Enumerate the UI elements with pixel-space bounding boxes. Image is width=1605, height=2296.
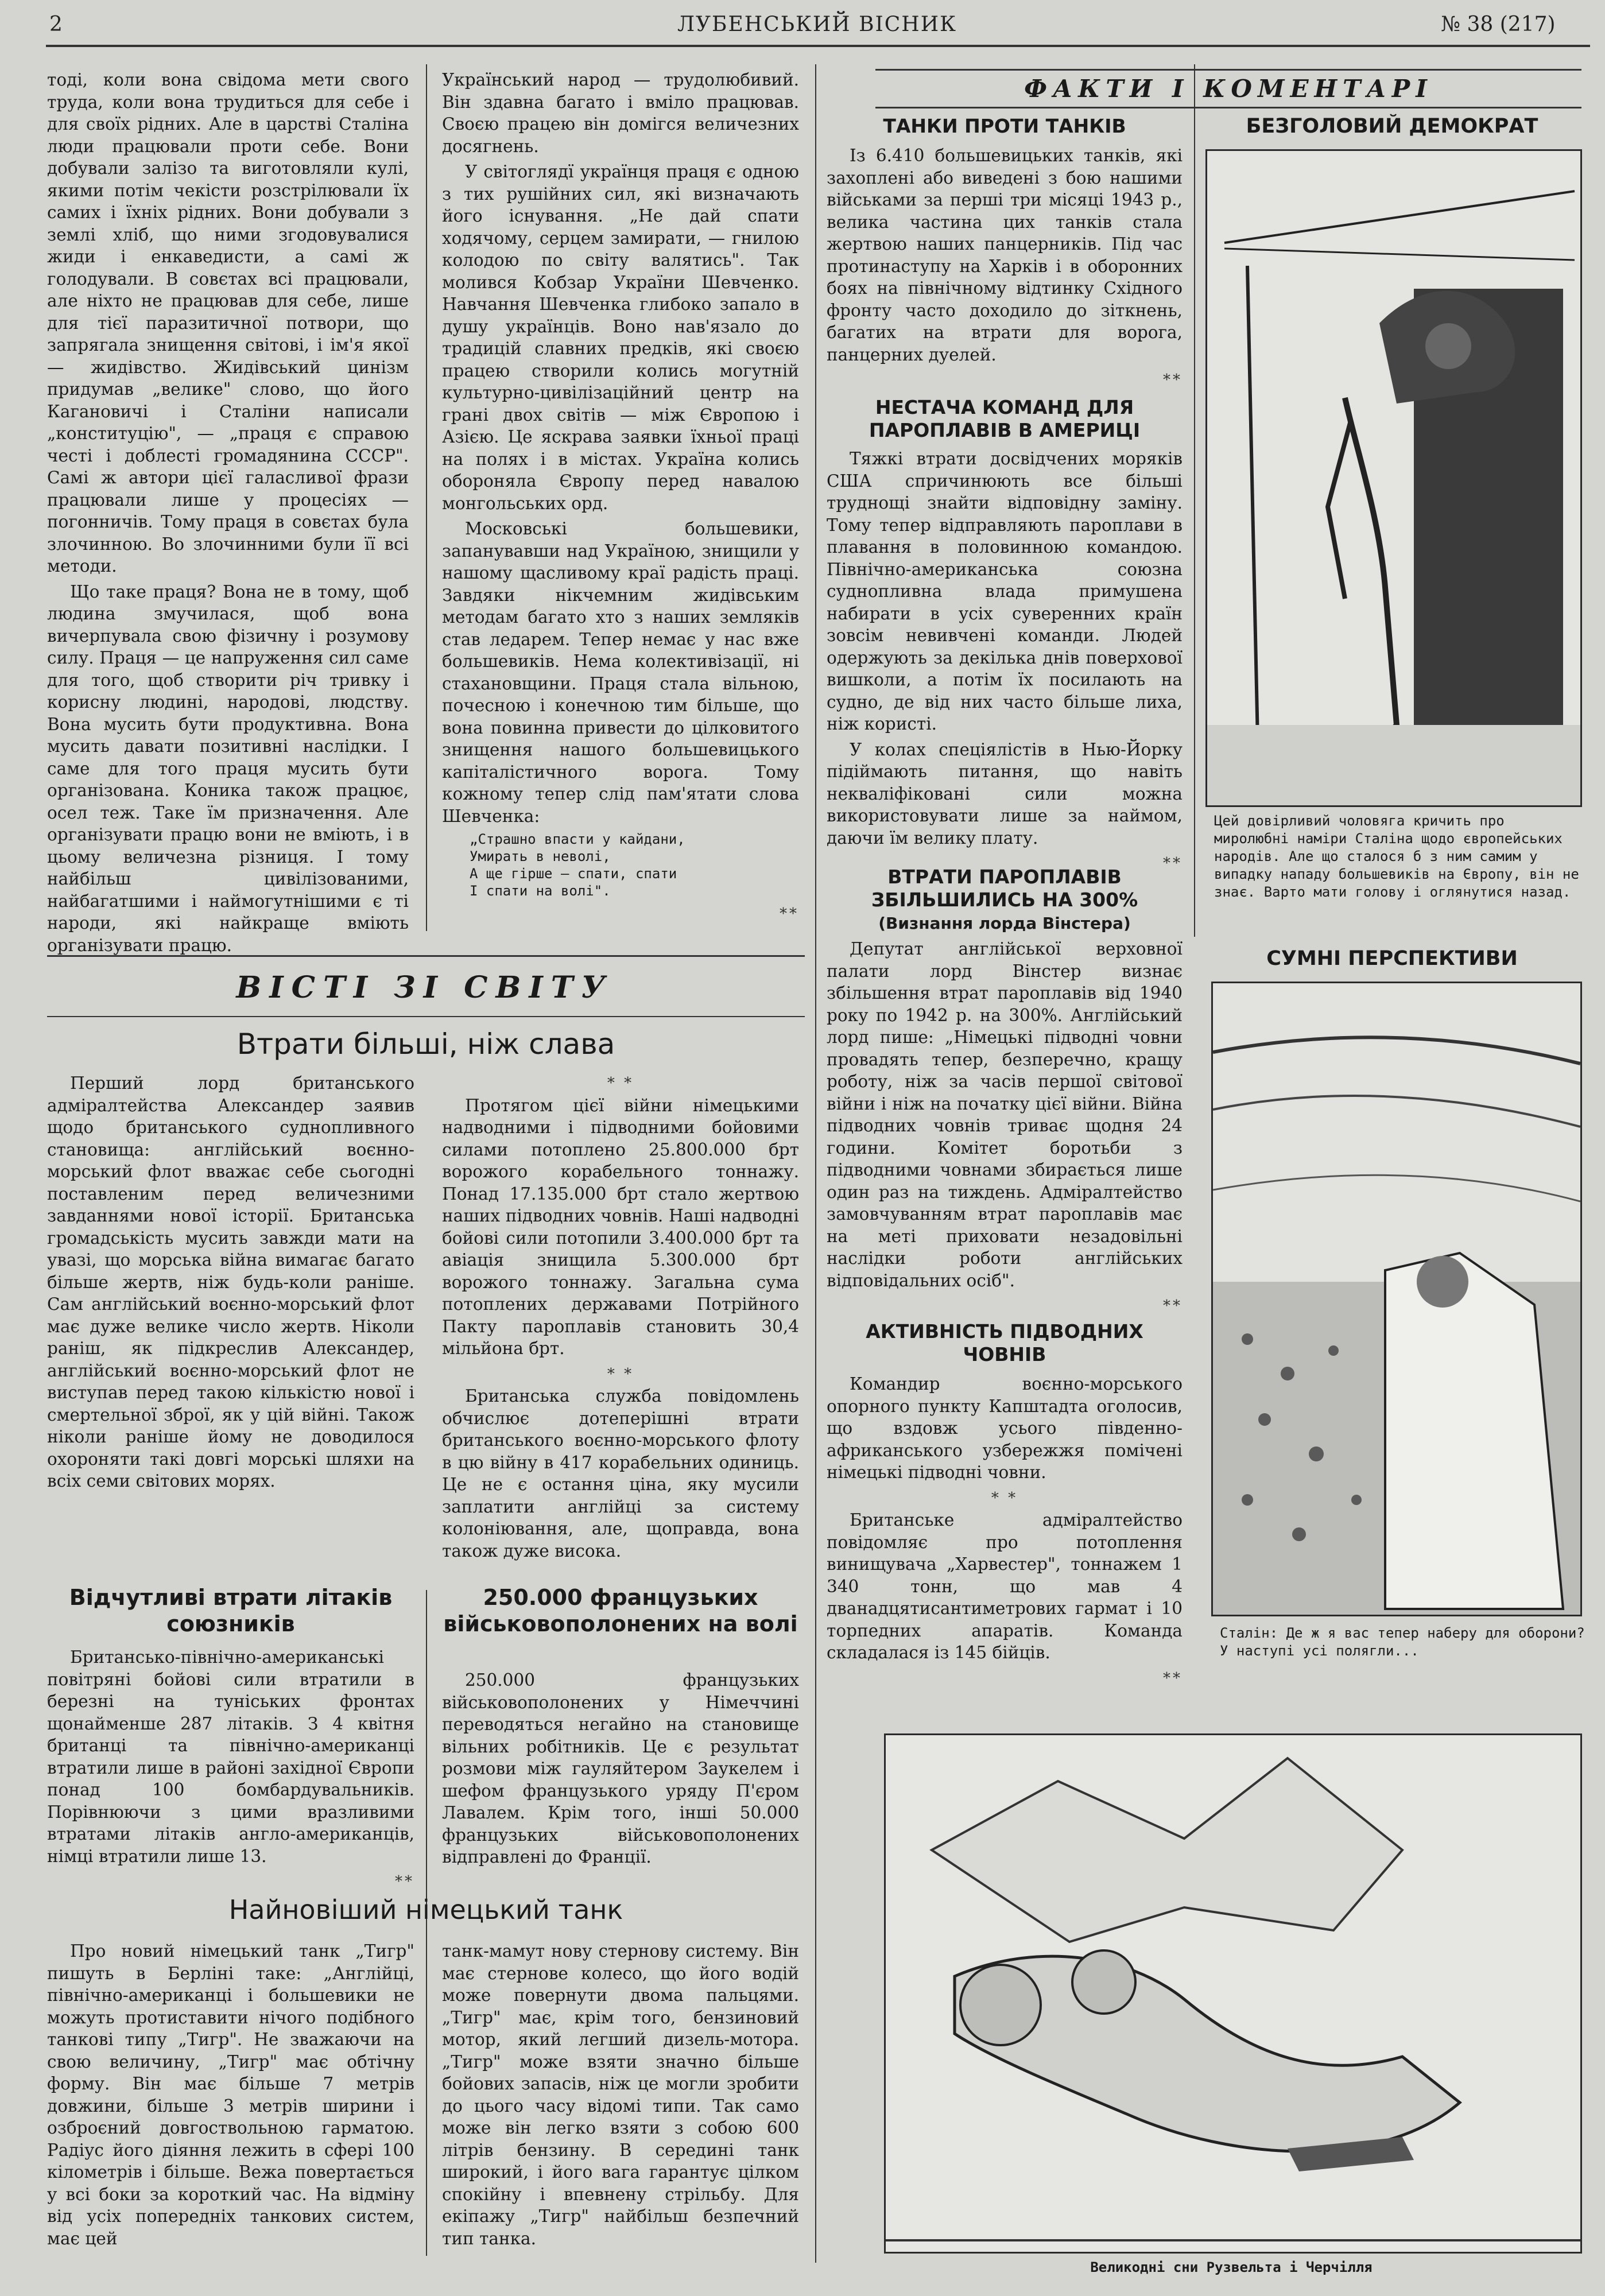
paragraph: Український народ — трудолюбивий. Він здавна багато і вміло працював. Своєю працею він домігся величезних досягнень. bbox=[442, 70, 799, 156]
paragraph: Про новий німецький танк „Тигр" пишуть в Берліні таке: „Англійці, північно-американці і большевики не можуть протиставити нічого подібного танкові типу „Тигр". Не зважаючи на свою величину, „Тигр" має обтічну форму. Він має більше 7 метрів довжини, більше 3 метрів ширини і озброєний довгоствольною гарматою. Радіус його діяння лежить в сфері 100 кілометрів і більше. Вежа повертається у всі боки за короткий час. На відміну від усіх попередніх танкових систем, має цей bbox=[47, 1941, 414, 2248]
article-allied-planes bbox=[47, 1646, 414, 1893]
paragraph: Московські большевики, запанувавши над Україною, знищили у нашому щасливому краї радість праці. Завдяки нікчемним жидівським методам багато хто з наших земляків став ледарем. Тепер немає у нас вже большевиків. Нема колективізації, ні стахановщини. Праця стала вільною, почесною і конечною тим більше, що вона повинна привести до цілковитого знищення нашого большевицького капіталістичного ворога. Тому кожному тепер слід пам'ятати слова Шевченка: bbox=[442, 519, 799, 826]
cartoon1-caption: Цей довірливий чоловяга кричить про миролюбні наміри Сталіна щодо європейських народів. Але що сталося б з ним самим у випадку нападу большевиків на Європу, він не знає. Варто мати голову і оглянутися назад. bbox=[1214, 813, 1579, 900]
paragraph: Що таке праця? Вона не в тому, щоб людина змучилася, щоб вона вичерпувала свою фізичну і розумову силу. Праця — це напруження сил саме для того, щоб створити річ тривку і корисну людині, народові, людству. Вона мусить бути продуктивна. Вона мусить давати позитивні наслідки. І саме для того праця мусить бути організована. Коника також працює, осел теж. Таке їм призначення. Але організувати працю вони не вміють, і в цьому величезна різниця. І тому найбільш цивілізованими, найбагатшими і наймогутнішими є ті народи, які найкраще вміють організувати працю. bbox=[47, 581, 409, 955]
column-divider bbox=[426, 64, 427, 931]
article-labor-col1 bbox=[47, 69, 409, 960]
page-number: 2 bbox=[49, 13, 63, 36]
paragraph: У світоглядї українця праця є одною з тих рушійних сил, які визначають його існування. „Не дай спати ходячому, серцем замирати, — гнилою колодою по світу валятись". Так молився Кобзар України Шевченко. Навчання Шевченка глибоко запало в душу українців. Воно нав'язало до традицій славних предків, які своєю працею створили колись могутній культурно-цивілізаційний центр на грані двох світів — між Європою і Азією. Це яскрава заявки їхньої праці на полях і в містах. Україна колись обороняла Європу перед навалою монгольських орд. bbox=[442, 162, 799, 513]
paragraph: Депутат англійської верховної палати лорд Вінстер визнає збільшення втрат пароплавів від 1940 року по 1942 р. на 300%. Англійський лорд пише: „Німецькі підводні човни провадять тепер, безперечно, кращу роботу, ніж за часів першої світової війни і ніж на початку цієї війни. Війна підводних човнів триває щодня 24 години. Комітет боротьби з підводними човнами збирається лише один раз на тиждень. Адміралтейство замовчуванням втрат пароплавів має на меті приховати незадовільні наслідки роботи англійських відповідальних осіб". bbox=[827, 939, 1183, 1290]
cartoon3-drawing bbox=[886, 1735, 1580, 2252]
cartoon-easter-dreams bbox=[884, 1733, 1582, 2254]
paragraph: Командир воєнно-морського опорного пункту Капштадта оголосив, що вздовж усього південно-африканського узбережжя помічені німецькі підводні човни. bbox=[827, 1374, 1183, 1482]
headline-ships-lost: ВТРАТИ ПАРОПЛАВІВ ЗБІЛЬШИЛИСЬ НА 300% bbox=[871, 866, 1138, 911]
article-tiger-col2 bbox=[442, 1940, 799, 2253]
headline-allied-planes: Відчутливі втрати літаків союзників bbox=[69, 1585, 393, 1636]
paragraph: танк-мамут нову стернову систему. Він має стернове колесо, що його водій може повернути двома пальцями. „Тигр" має, крім того, бензиновий мотор, який легший дизель-мотора. „Тигр" може взяти значно більше бойових запасів, ніж це могли зробити до цього часу відомі типи. Так само може він легко взяти з собою 600 літрів бензину. В середині танк широкий, і його вага гарантує цілком спокійну і впевнену стрільбу. Для екіпажу „Тигр" найбільш безпечний тип танка. bbox=[442, 1941, 799, 2248]
header-rule bbox=[46, 45, 1590, 47]
subhead-winster: (Визнання лорда Вінстера) bbox=[878, 914, 1131, 933]
newspaper-title: ЛУБЕНСЬКИЙ ВІСНИК bbox=[677, 13, 957, 36]
cartoon2-caption: Сталін: Де ж я вас тепер наберу для оборони? У наступі усі полягли... bbox=[1220, 1625, 1585, 1659]
cartoon-sad-prospects bbox=[1211, 982, 1582, 1616]
separator-stars: ** bbox=[1163, 1297, 1183, 1314]
article-tanks bbox=[827, 145, 1183, 391]
rubric-world-news: ВІСТІ ЗІ СВІТУ bbox=[236, 970, 614, 1005]
paragraph: Протягом цієї війни німецькими надводними і підводними бойовими силами потоплено 25.800.000 брт ворожого корабельного тоннажу. Понад 17.135.000 брт стало жертвою наших підводних човнів. Наші надводні бойові сили потопили 3.400.000 брт та авіація знищила 5.300.000 брт ворожого тоннажу. Загальна сума потоплених державами Потрійного Пакту пароплавів становить 30,4 мільйона брт. bbox=[442, 1095, 799, 1358]
issue-number: № 38 (217) bbox=[1441, 13, 1556, 36]
separator-stars: * * bbox=[607, 1365, 634, 1383]
cartoon1-title: БЕЗГОЛОВИЙ ДЕМОКРАТ bbox=[1246, 115, 1538, 138]
shevchenko-poem: „Страшно впасти у кайдани, Умирать в неволі, А ще гірше — спати, спати І спати на волі". bbox=[470, 831, 685, 899]
article-labor-col2 bbox=[442, 69, 799, 925]
headline-crews: НЕСТАЧА КОМАНД ДЛЯ ПАРОПЛАВІВ В АМЕРИЦІ bbox=[869, 396, 1141, 441]
section-rule bbox=[47, 955, 805, 957]
section-rule bbox=[875, 69, 1581, 71]
cartoon3-caption: Великодні сни Рузвельта і Черчілля bbox=[1090, 2259, 1373, 2275]
paragraph: Тяжкі втрати досвідчених моряків США спричинюють все більші труднощі знайти відповідну заміну. Тому тепер відправляють пароплави в плавання в половинною командою. Північно-американська союзна суднопливна влада примушена набирати в усіх суверенних країн зовсім невивчені команди. Людей одержують за декілька днів поверхової вишкoли, а потім їх посилають на судно, де від них часто більше лиха, ніж користі. bbox=[827, 449, 1183, 734]
rubric-facts: ФАКТИ І КОМЕНТАРІ bbox=[1024, 75, 1433, 103]
headline-submarines: АКТИВНІСТЬ ПІДВОДНИХ ЧОВНІВ bbox=[866, 1320, 1143, 1366]
paragraph: У колах спеціялістів в Нью-Йорку підіймають питання, що навіть некваліфіковані сили можна використовувати лише за наймом, даючи їм велику плату. bbox=[827, 739, 1183, 848]
section-rule bbox=[875, 107, 1581, 108]
paragraph: Британсько-північно-американські повітряні бойові сили втратили в березні на туніських фронтах щонайменше 287 літаків. З 4 квітня британці та північно-американці втратили лише в районі західної Європи понад 100 бомбардувальників. Порівнюючи з цими вразливими втратами літаків англо-американців, німці втратили лише 13. bbox=[47, 1647, 414, 1866]
separator-stars: ** bbox=[1163, 1669, 1183, 1687]
separator-stars: ** bbox=[395, 1873, 414, 1890]
article-french-pow bbox=[442, 1669, 799, 1872]
headline-tiger: Найновіший німецький танк bbox=[228, 1894, 623, 1925]
separator-stars: * * bbox=[991, 1489, 1018, 1507]
headline-french-pow: 250.000 французьких військовополонених на волі bbox=[443, 1585, 798, 1636]
separator-stars: * * bbox=[607, 1075, 634, 1092]
paragraph: Перший лорд британського адміралтейства Александер заявив щодо британського суднопливного становища: англійський воєнно-морський флот вважає себе сьогодні поставленим перед величезними завданнями нової історії. Британська громадськість мусить завжди мати на увазі, що морська війна вимагає багато більше жертв, ніж будь-коли раніше. Сам англійський воєнно-морський флот має дуже велике число жертв. Ніколи раніш, як підкреслив Александер, англійський воєнно-морський флот не виступав перед такою кількістю нової і смертельної зброї, як у цій війні. Також ніколи раніше йому не доводилося охороняти такі довгі морські шляхи на всіх семи світових морях. bbox=[47, 1073, 414, 1491]
article-ships-lost bbox=[827, 938, 1183, 1317]
column-divider bbox=[1194, 64, 1195, 937]
article-tiger-col1 bbox=[47, 1940, 414, 2253]
article-crews bbox=[827, 448, 1183, 875]
cartoon1-drawing bbox=[1207, 151, 1580, 805]
cartoon2-drawing bbox=[1213, 983, 1580, 1615]
separator-stars: ** bbox=[1163, 855, 1183, 872]
article-losses-col1 bbox=[47, 1072, 414, 1496]
separator-stars: ** bbox=[780, 905, 799, 922]
headline-tanks: ТАНКИ ПРОТИ ТАНКІВ bbox=[883, 115, 1126, 137]
paragraph: тоді, коли вона свідома мети свого труда, коли вона трудиться для себе і для своїх рідних. Але в царстві Сталіна люди працювали проти себе. Вони добували залізо та виготовляли кулі, якими потім чекісти розстрілювали їх самих і їхніх рідних. Вони добували з землі хліб, що ними згодовувалися жиди і енкаведисти, а самі ж голодували. В совєтах всі працювали, але ніхто не працював для себе, лише для тієї паразитичної потвори, що запрягала знищення світові, і ім'я якої — жидівство. Жидівський цинізм придумав „велике" слово, що його Кагановичі і Сталіни написали „конституцію", — „праця є справою честі і доблесті громадянина СССР". Самі ж автори цієї галасливої фрази працювали лише у процесіях — погонничів. Тому праця в совєтах була злочинною. Во злочинними були її всі методи. bbox=[47, 70, 409, 576]
paragraph: 250.000 французьких військовополонених у Німеччині переводяться негайно на становище вільних робітників. Це є результат розмови між гауляйтером Заукелем і шефом французького уряду П'єром Лавалем. Крім того, інші 50.000 французьких військовополонених відправлені до Франції. bbox=[442, 1670, 799, 1867]
headline-losses: Втрати більші, ніж слава bbox=[237, 1027, 615, 1061]
cartoon-headless-democrat bbox=[1205, 149, 1582, 807]
article-losses-col2 bbox=[442, 1072, 799, 1565]
separator-stars: ** bbox=[1163, 371, 1183, 389]
paragraph: Британська служба повідомлень обчислює дотеперішні втрати британського воєнно-морського флоту в цю війну в 417 корабельних одиниць. Це не є остання ціна, яку мусили заплатити англійці за систему колоніювання, але, щоправда, вона також дуже висока. bbox=[442, 1386, 799, 1561]
cartoon2-title: СУМНІ ПЕРСПЕКТИВИ bbox=[1266, 947, 1518, 970]
section-rule bbox=[47, 1016, 805, 1017]
article-submarines bbox=[827, 1373, 1183, 1689]
paragraph: Із 6.410 большевицьких танків, які захоплені або виведені з бою нашими військами за перші три місяці 1943 р., велика частина цих танків стала жертвою наших панцерників. Під час протинаступу на Харків і в оборонних боях на північному відтинку Східного фронту часто доходило до зіткнень, багатих на втрати для ворога, панцерних дуелей. bbox=[827, 146, 1183, 364]
paragraph: Британське адміралтейство повідомляє про потоплення винищувача „Харвестер", тоннажем 1 340 тонн, що мав 4 дванадцятисантиметрових гармат і 10 торпедних апаратів. Команда складалася із 145 бійців. bbox=[827, 1510, 1183, 1662]
column-divider bbox=[815, 64, 816, 2263]
